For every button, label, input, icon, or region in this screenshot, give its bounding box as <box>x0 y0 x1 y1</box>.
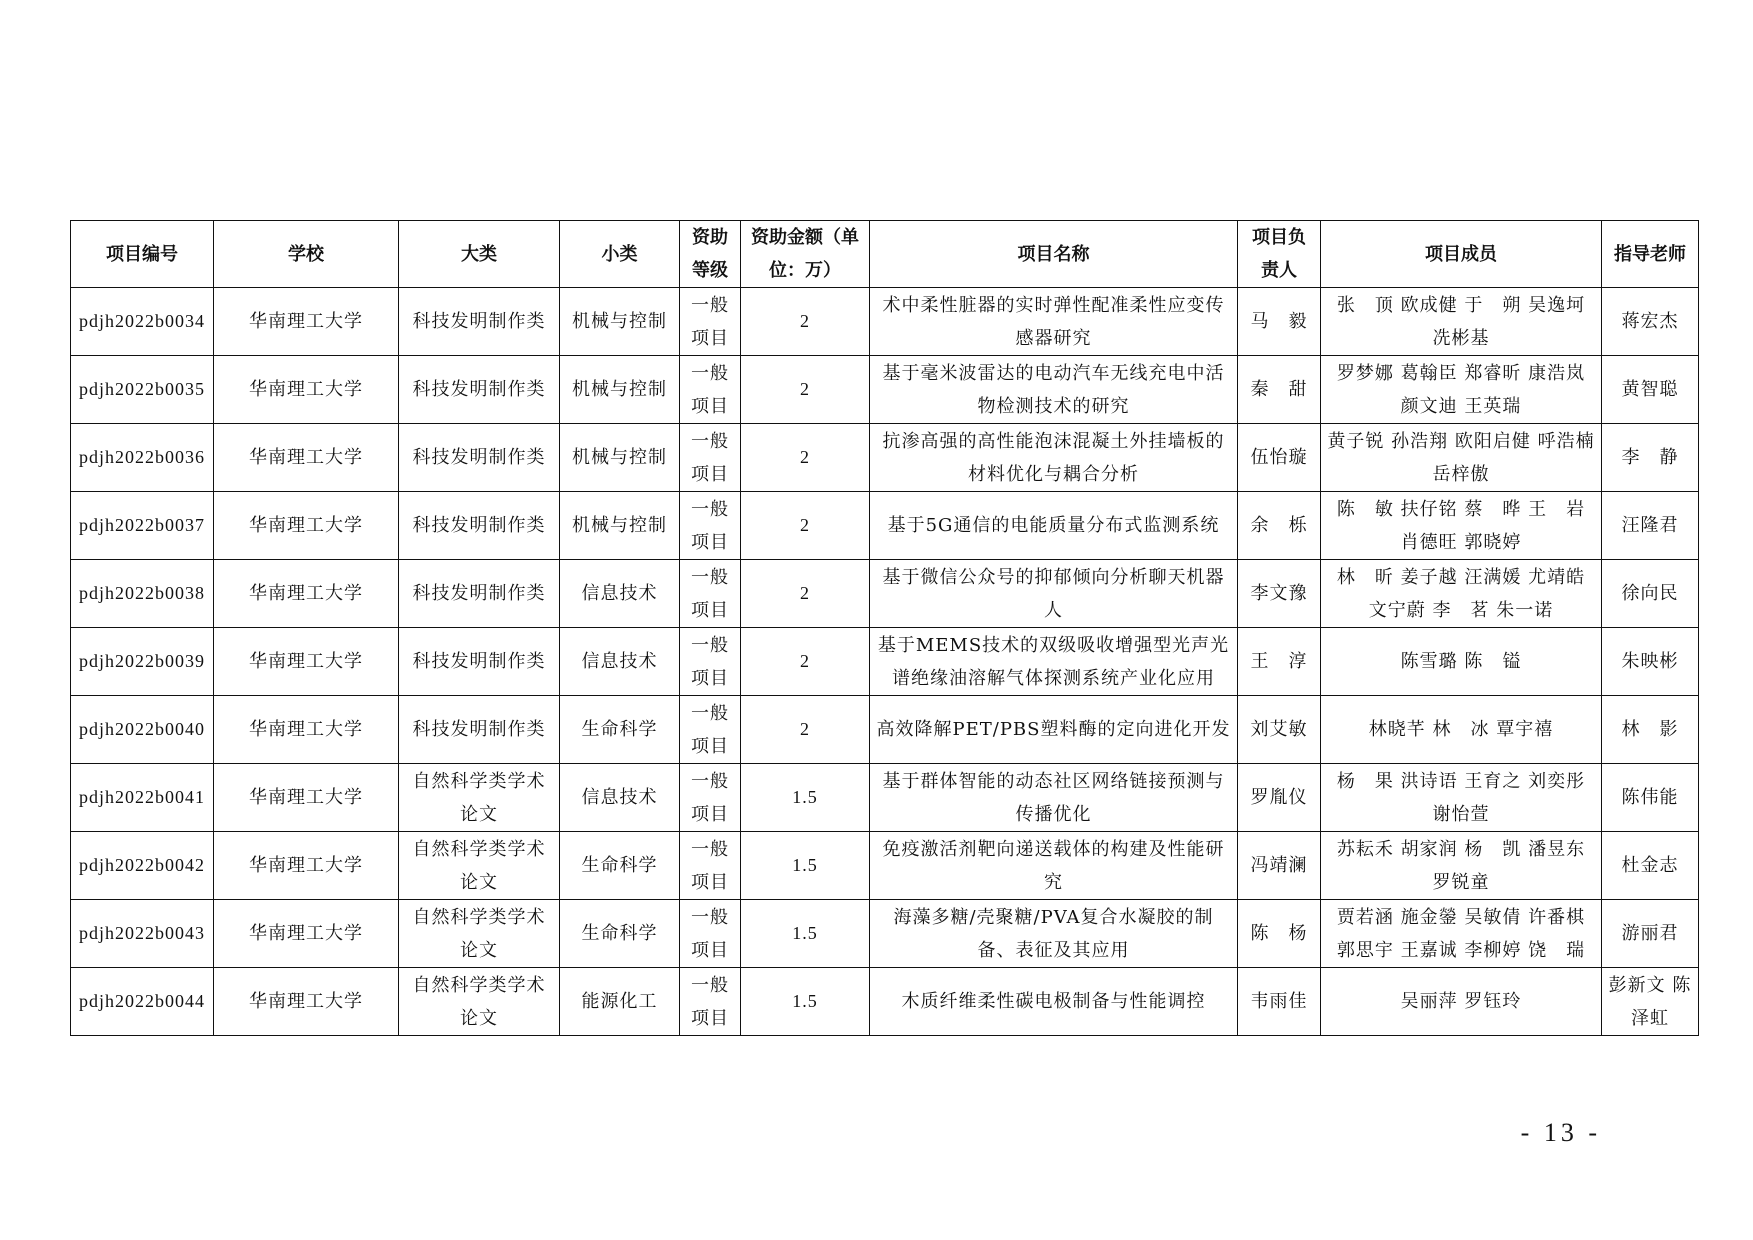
cell-name: 基于5G通信的电能质量分布式监测系统 <box>870 492 1238 560</box>
cell-leader: 陈 杨 <box>1238 900 1321 968</box>
cell-school: 华南理工大学 <box>214 696 399 764</box>
cell-level: 一般项目 <box>680 628 741 696</box>
cell-subcategory: 生命科学 <box>560 900 680 968</box>
cell-leader: 余 栎 <box>1238 492 1321 560</box>
cell-name: 术中柔性脏器的实时弹性配准柔性应变传感器研究 <box>870 288 1238 356</box>
cell-advisor: 黄智聪 <box>1602 356 1699 424</box>
table-row <box>71 968 1699 1036</box>
cell-category: 科技发明制作类 <box>399 424 560 492</box>
cell-id: pdjh2022b0040 <box>71 696 214 764</box>
cell-advisor: 林 影 <box>1602 696 1699 764</box>
cell-id: pdjh2022b0043 <box>71 900 214 968</box>
cell-subcategory: 信息技术 <box>560 628 680 696</box>
cell-advisor: 杜金志 <box>1602 832 1699 900</box>
cell-subcategory: 信息技术 <box>560 560 680 628</box>
cell-category: 自然科学类学术论文 <box>399 832 560 900</box>
cell-name: 免疫激活剂靶向递送载体的构建及性能研究 <box>870 832 1238 900</box>
cell-id: pdjh2022b0038 <box>71 560 214 628</box>
cell-id: pdjh2022b0037 <box>71 492 214 560</box>
cell-name: 高效降解PET/PBS塑料酶的定向进化开发 <box>870 696 1238 764</box>
header-id: 项目编号 <box>71 221 214 288</box>
cell-members: 张 顶 欧成健 于 朔 吴逸坷 冼彬基 <box>1321 288 1602 356</box>
cell-id: pdjh2022b0039 <box>71 628 214 696</box>
cell-name: 基于微信公众号的抑郁倾向分析聊天机器人 <box>870 560 1238 628</box>
cell-level: 一般项目 <box>680 764 741 832</box>
cell-school: 华南理工大学 <box>214 628 399 696</box>
cell-leader: 李文豫 <box>1238 560 1321 628</box>
cell-advisor: 汪隆君 <box>1602 492 1699 560</box>
cell-advisor: 徐向民 <box>1602 560 1699 628</box>
cell-school: 华南理工大学 <box>214 424 399 492</box>
cell-leader: 秦 甜 <box>1238 356 1321 424</box>
cell-name: 基于群体智能的动态社区网络链接预测与传播优化 <box>870 764 1238 832</box>
table-row <box>71 900 1699 968</box>
cell-leader: 韦雨佳 <box>1238 968 1321 1036</box>
page-number: - 13 - <box>1520 1118 1601 1147</box>
cell-name: 基于MEMS技术的双级吸收增强型光声光谱绝缘油溶解气体探测系统产业化应用 <box>870 628 1238 696</box>
cell-leader: 刘艾敏 <box>1238 696 1321 764</box>
cell-school: 华南理工大学 <box>214 492 399 560</box>
cell-advisor: 蒋宏杰 <box>1602 288 1699 356</box>
table-row <box>71 424 1699 492</box>
cell-level: 一般项目 <box>680 696 741 764</box>
cell-members: 林晓芊 林 冰 覃宇禧 <box>1321 696 1602 764</box>
cell-category: 科技发明制作类 <box>399 492 560 560</box>
cell-school: 华南理工大学 <box>214 356 399 424</box>
cell-subcategory: 能源化工 <box>560 968 680 1036</box>
header-school: 学校 <box>214 221 399 288</box>
cell-category: 科技发明制作类 <box>399 288 560 356</box>
cell-members: 陈 敏 扶仔铭 蔡 晔 王 岩 肖德旺 郭晓婷 <box>1321 492 1602 560</box>
cell-advisor: 朱映彬 <box>1602 628 1699 696</box>
cell-amount: 2 <box>741 628 870 696</box>
cell-amount: 1.5 <box>741 764 870 832</box>
cell-school: 华南理工大学 <box>214 560 399 628</box>
cell-members: 贾若涵 施金鎣 吴敏倩 许番棋 郭思宇 王嘉诚 李柳婷 饶 瑞 <box>1321 900 1602 968</box>
cell-id: pdjh2022b0042 <box>71 832 214 900</box>
header-leader: 项目负责人 <box>1238 221 1321 288</box>
cell-members: 林 昕 姜子越 汪满媛 尤靖皓 文宁蔚 李 茗 朱一诺 <box>1321 560 1602 628</box>
header-row <box>71 221 1699 288</box>
cell-amount: 2 <box>741 288 870 356</box>
cell-members: 罗梦娜 葛翰臣 郑睿昕 康浩岚 颜文迪 王英瑞 <box>1321 356 1602 424</box>
cell-id: pdjh2022b0036 <box>71 424 214 492</box>
cell-level: 一般项目 <box>680 560 741 628</box>
table-row <box>71 356 1699 424</box>
table-row <box>71 560 1699 628</box>
cell-amount: 2 <box>741 696 870 764</box>
cell-leader: 马 毅 <box>1238 288 1321 356</box>
cell-members: 吴丽萍 罗钰玲 <box>1321 968 1602 1036</box>
table-body <box>71 288 1699 1036</box>
table-row <box>71 628 1699 696</box>
header-category: 大类 <box>399 221 560 288</box>
header-name: 项目名称 <box>870 221 1238 288</box>
header-level: 资助等级 <box>680 221 741 288</box>
cell-members: 黄子锐 孙浩翔 欧阳启健 呼浩楠 岳梓傲 <box>1321 424 1602 492</box>
cell-amount: 1.5 <box>741 900 870 968</box>
cell-category: 自然科学类学术论文 <box>399 968 560 1036</box>
cell-amount: 2 <box>741 356 870 424</box>
cell-advisor: 彭新文 陈泽虹 <box>1602 968 1699 1036</box>
cell-level: 一般项目 <box>680 900 741 968</box>
cell-subcategory: 机械与控制 <box>560 288 680 356</box>
cell-members: 苏耘禾 胡家润 杨 凯 潘昱东 罗锐童 <box>1321 832 1602 900</box>
cell-leader: 冯靖澜 <box>1238 832 1321 900</box>
table-row <box>71 696 1699 764</box>
cell-amount: 2 <box>741 424 870 492</box>
cell-subcategory: 机械与控制 <box>560 492 680 560</box>
cell-subcategory: 生命科学 <box>560 696 680 764</box>
cell-id: pdjh2022b0044 <box>71 968 214 1036</box>
cell-level: 一般项目 <box>680 424 741 492</box>
cell-subcategory: 机械与控制 <box>560 356 680 424</box>
cell-level: 一般项目 <box>680 492 741 560</box>
cell-school: 华南理工大学 <box>214 288 399 356</box>
cell-category: 科技发明制作类 <box>399 560 560 628</box>
table-row <box>71 492 1699 560</box>
cell-name: 海藻多糖/壳聚糖/PVA复合水凝胶的制备、表征及其应用 <box>870 900 1238 968</box>
cell-name: 基于毫米波雷达的电动汽车无线充电中活物检测技术的研究 <box>870 356 1238 424</box>
cell-category: 科技发明制作类 <box>399 696 560 764</box>
cell-id: pdjh2022b0041 <box>71 764 214 832</box>
project-table <box>70 220 1699 1036</box>
cell-level: 一般项目 <box>680 288 741 356</box>
cell-category: 科技发明制作类 <box>399 356 560 424</box>
cell-school: 华南理工大学 <box>214 764 399 832</box>
cell-members: 陈雪璐 陈 镒 <box>1321 628 1602 696</box>
cell-amount: 2 <box>741 560 870 628</box>
cell-subcategory: 信息技术 <box>560 764 680 832</box>
cell-category: 科技发明制作类 <box>399 628 560 696</box>
cell-advisor: 陈伟能 <box>1602 764 1699 832</box>
table-row <box>71 288 1699 356</box>
header-subcategory: 小类 <box>560 221 680 288</box>
cell-leader: 罗胤仪 <box>1238 764 1321 832</box>
cell-level: 一般项目 <box>680 356 741 424</box>
cell-amount: 2 <box>741 492 870 560</box>
cell-leader: 王 淳 <box>1238 628 1321 696</box>
table-row <box>71 832 1699 900</box>
cell-amount: 1.5 <box>741 832 870 900</box>
header-advisor: 指导老师 <box>1602 221 1699 288</box>
cell-category: 自然科学类学术论文 <box>399 900 560 968</box>
table-row <box>71 764 1699 832</box>
cell-id: pdjh2022b0035 <box>71 356 214 424</box>
cell-name: 木质纤维柔性碳电极制备与性能调控 <box>870 968 1238 1036</box>
cell-advisor: 游丽君 <box>1602 900 1699 968</box>
header-amount: 资助金额（单位：万） <box>741 221 870 288</box>
cell-level: 一般项目 <box>680 968 741 1036</box>
cell-amount: 1.5 <box>741 968 870 1036</box>
cell-subcategory: 生命科学 <box>560 832 680 900</box>
cell-members: 杨 果 洪诗语 王育之 刘奕彤 谢怡萱 <box>1321 764 1602 832</box>
cell-name: 抗渗高强的高性能泡沫混凝土外挂墙板的材料优化与耦合分析 <box>870 424 1238 492</box>
cell-advisor: 李 静 <box>1602 424 1699 492</box>
cell-school: 华南理工大学 <box>214 900 399 968</box>
cell-subcategory: 机械与控制 <box>560 424 680 492</box>
cell-id: pdjh2022b0034 <box>71 288 214 356</box>
header-members: 项目成员 <box>1321 221 1602 288</box>
cell-leader: 伍怡璇 <box>1238 424 1321 492</box>
cell-level: 一般项目 <box>680 832 741 900</box>
cell-category: 自然科学类学术论文 <box>399 764 560 832</box>
cell-school: 华南理工大学 <box>214 968 399 1036</box>
cell-school: 华南理工大学 <box>214 832 399 900</box>
